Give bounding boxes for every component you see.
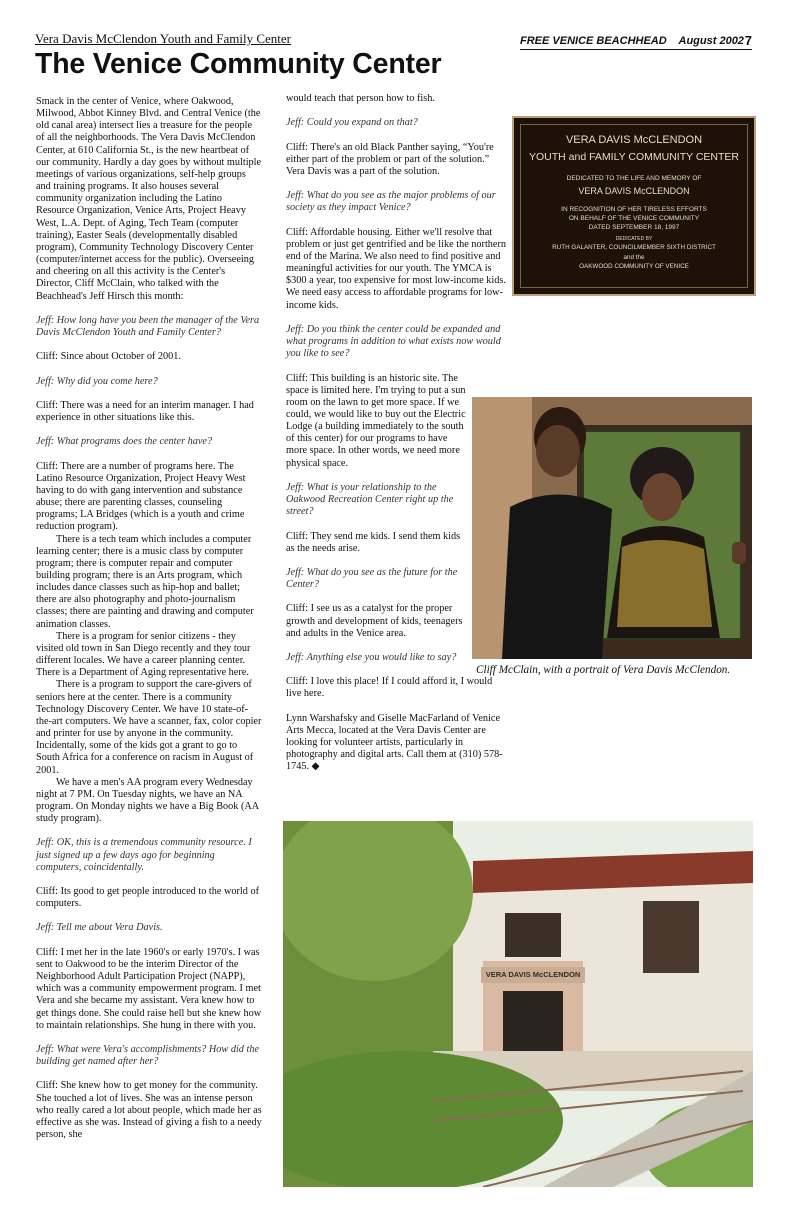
plaque-line: IN RECOGNITION OF HER TIRELESS EFFORTS (561, 206, 707, 213)
answer: Cliff: She knew how to get money for the community. She touched a lot of lives. She was an intense person who really cared a lot about people, which made her as effective as she was. Instead of giving a fish to a needy person, she (36, 1080, 262, 1141)
paragraph: There is a program to support the care-givers of seniors here at the center. There is a community Technology Discovery Center. We have 10 state-of-the-art computers. We have a scanner, fax, color copier and printer for use by anyone in the community. Incidentally, some of the kids got a grant to go to South Africa for a conference on racism in August of 2001. (36, 679, 262, 776)
building-sign: VERA DAVIS McCLENDON (485, 970, 581, 979)
running-header (520, 35, 752, 50)
question: Jeff: What do you see as the major problems of our society as they impact Venice? (286, 190, 496, 214)
question: Jeff: How long have you been the manager of the Vera Davis McClendon Youth and Family Center? (36, 314, 260, 338)
answer: Cliff: There was a need for an interim manager. I had experience in other situations like this. (36, 399, 254, 423)
plaque-line: DEDICATED BY (615, 236, 653, 242)
section-kicker: Vera Davis McClendon Youth and Family Center (35, 31, 292, 46)
paragraph: There is a tech team which includes a computer learning center; there is a music class by computer program; there is computer repair and computer building program; there is an Arts program, which includes dance classes such as hip-hop and ballet; there are also photography and photo-journalism classes; there are painting and drawing and computer animation classes. (36, 533, 254, 630)
plaque-line: DATED SEPTEMBER 18, 1997 (588, 224, 680, 231)
plaque-line: ON BEHALF OF THE VENICE COMMUNITY (568, 215, 700, 222)
portrait-illustration (472, 397, 752, 659)
answer: Cliff: Affordable housing. Either we'll resolve that problem or just get gentrified and be like the northern end of the Marina. We also need to find positive and meaningful activities for our youth. The YMCA is $300 a year, too expensive for most low-income kids. We need easy access to affordable programs for low-income kids. (286, 226, 507, 311)
portrait-photo (472, 397, 752, 659)
question: Jeff: Tell me about Vera Davis. (36, 922, 163, 934)
answer: Cliff: They send me kids. I send them kids as the needs arise. (286, 530, 461, 554)
dedication-plaque-photo (512, 116, 756, 296)
publication-name: FREE VENICE BEACHHEAD (520, 35, 667, 47)
answer: Cliff: Since about October of 2001. (36, 351, 181, 363)
center-building-photo (283, 821, 753, 1187)
question: Jeff: Why did you come here? (36, 375, 158, 387)
plaque-line: RUTH GALANTER, COUNCILMEMBER SIXTH DISTRICT (552, 244, 716, 251)
question: Jeff: What were Vera's accomplishments? How did the building get named after her? (36, 1044, 260, 1068)
issue-date: August 2002 (678, 35, 744, 47)
answer: Cliff: Its good to get people introduced to the world of computers. (36, 886, 259, 910)
question: Jeff: What is your relationship to the Oakwood Recreation Center right up the street? (286, 481, 454, 518)
plaque-line: and the (623, 254, 645, 261)
question: Jeff: Could you expand on that? (286, 117, 418, 129)
answer: would teach that person how to fish. (286, 93, 435, 104)
paragraph: We have a men's AA program every Wednesday night at 7 PM. On Tuesday nights, we have an NA program. On Monday nights we have a Big Book (AA study program). (36, 776, 259, 825)
paragraph: There is a program for senior citizens - they visited old town in San Diego recently and they tour different locales. We have a career planning center. There is a Department of Aging representative here. (36, 630, 251, 679)
question: Jeff: What do you see as the future for the Center? (286, 566, 458, 591)
plaque-line: YOUTH and FAMILY COMMUNITY CENTER (528, 151, 740, 163)
question: Jeff: OK, this is a tremendous community resource. I just signed up a few days ago for beginning computers, coincidentally. (36, 837, 252, 873)
answer: Cliff: This building is an historic site. The space is limited here. I'm trying to put a sun room on the lawn to get more space. If we could, we would like to buy out the Electric Lodge (a building immediately to the south of this center) for our programs to have more space. In other words, we need more physical space. (286, 372, 466, 469)
portrait-caption: Cliff McClain, with a portrait of Vera Davis McClendon. (476, 664, 731, 676)
plaque-line: DEDICATED TO THE LIFE AND MEMORY OF (566, 175, 702, 182)
building-illustration (283, 821, 753, 1187)
question: Jeff: Do you think the center could be expanded and what programs in addition to what exists now would you like to see? (286, 323, 501, 360)
plaque-line: VERA DAVIS McCLENDON (565, 134, 703, 146)
plaque-line: VERA DAVIS McCLENDON (578, 186, 690, 196)
question: Jeff: Anything else you would like to say? (286, 652, 457, 664)
answer: Cliff: I love this place! If I could afford it, I would live here. (286, 676, 493, 700)
answer: Cliff: There's an old Black Panther saying, “You're either part of the problem or part of the solution.” Vera Davis was a part of the solution. (286, 141, 494, 177)
paragraph: Lynn Warshafsky and Giselle MacFarland of Venice Arts Mecca, located at the Vera Davis Center are looking for volunteer artists, particularly in photography and digital arts. Call them at (310) 578-1745. ◆ (286, 712, 503, 773)
article-column-1 (36, 96, 262, 1153)
plaque-line: OAKWOOD COMMUNITY OF VENICE (579, 263, 689, 270)
answer: Cliff: I see us as a catalyst for the proper growth and development of kids, teenagers and adults in the Venice area. (286, 603, 463, 639)
page-number: 7 (744, 33, 752, 48)
headline: The Venice Community Center (35, 48, 442, 80)
answer: Cliff: There are a number of programs here. The Latino Resource Organization, Project Heavy West having to do with gang intervention and substance abuse; there are parenting classes, counseling programs; LA Bridges (which is a youth and crime reduction program). (36, 460, 246, 533)
paragraph: Smack in the center of Venice, where Oakwood, Milwood, Abbot Kinney Blvd. and Central Venice (the old canal area) intersect lies a treasure for the people of all the neighborhoods. The Vera Davis McClendon Center, at 610 California St., is the new heartbeat of our community. Hardly a day goes by without multiple meetings of various organizations, self-help groups and training programs. It also houses several community organization including the Latino Resource Organization, Venice Arts, Project Heavy West, L.A. Dept. of Aging, Tech Team (computer training), Easter Seals (developmentally disabled program), Community Technology Discovery Center (computer/internet access for the public). Overseeing and cheering on all this activity is the Center's Director, Cliff McClain, who talked with the Beachhead's Jeff Hirsch this month: (36, 96, 262, 302)
answer: Cliff: I met her in the late 1960's or early 1970's. I was sent to Oakwood to be the interim Director of the Neighborhood Adult Participation Project (NAPP), which was a community empowerment program. I met Vera and she became my assistant. Vera knew how to get things done. She could raise hell but she knew how to maintain relationships. She hung in there with you. (36, 946, 262, 1031)
question: Jeff: What programs does the center have? (36, 436, 213, 448)
